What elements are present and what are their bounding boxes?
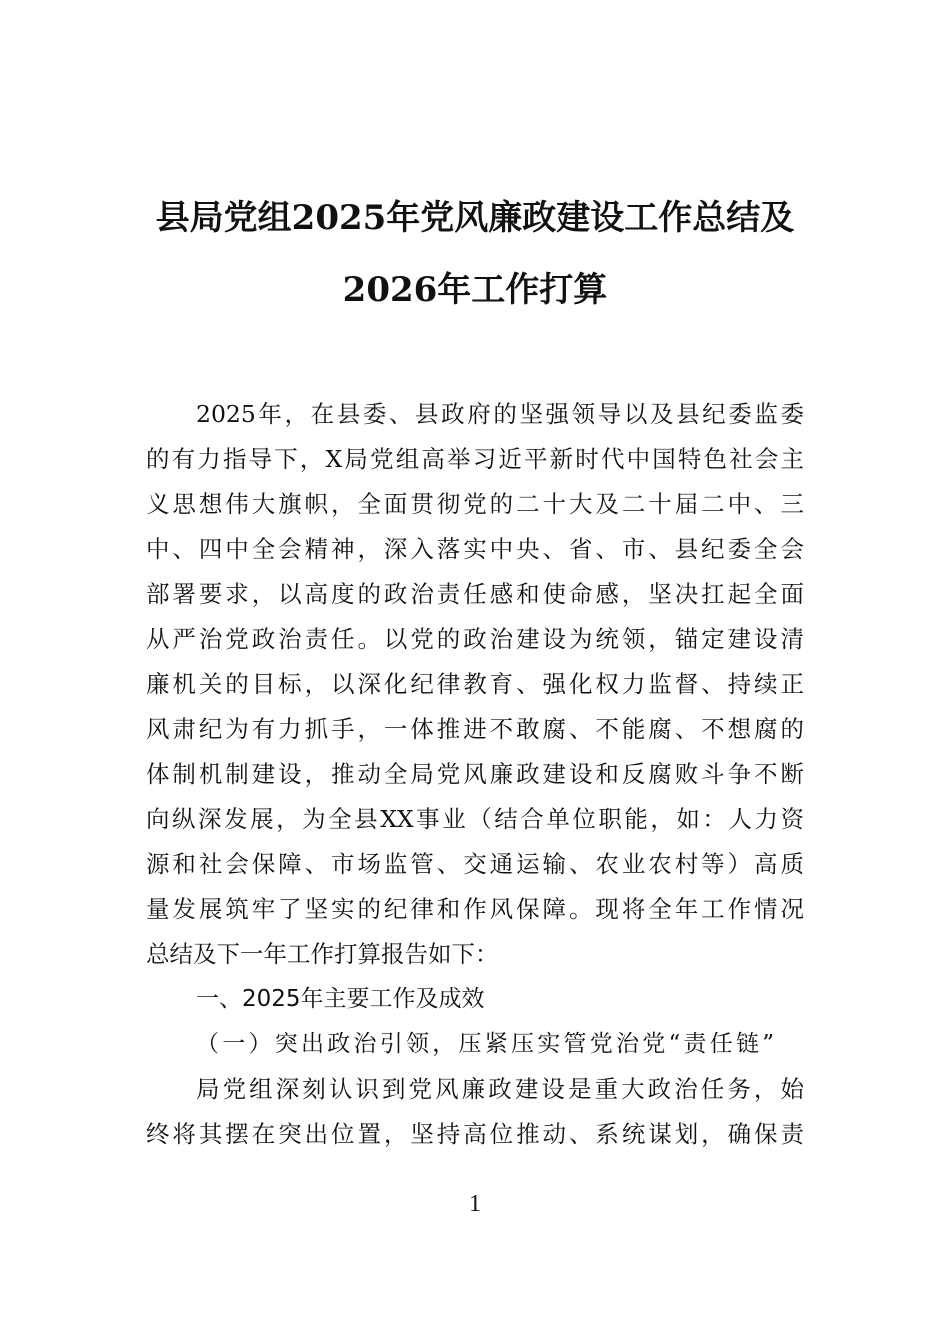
paragraph-line: 向纵深发展，为全县XX事业（结合单位职能，如：人力资 <box>146 805 804 833</box>
section-heading: 一、2025年主要工作及成效 <box>196 986 485 1012</box>
paragraph-line: 量发展筑牢了坚实的纪律和作风保障。现将全年工作情况 <box>146 895 804 923</box>
paragraph-line: 风肃纪为有力抓手，一体推进不敢腐、不能腐、不想腐的 <box>146 715 804 743</box>
paragraph-line: 2025年，在县委、县政府的坚强领导以及县纪委监委 <box>196 400 804 428</box>
paragraph-line: 体制机制建设，推动全局党风廉政建设和反腐败斗争不断 <box>146 760 804 788</box>
paragraph-line: 总结及下一年工作打算报告如下： <box>146 940 499 968</box>
paragraph-line: 廉机关的目标，以深化纪律教育、强化权力监督、持续正 <box>146 670 804 698</box>
paragraph-line: 义思想伟大旗帜，全面贯彻党的二十大及二十届二中、三 <box>146 490 804 518</box>
paragraph-line: 部署要求，以高度的政治责任感和使命感，坚决扛起全面 <box>146 580 804 608</box>
document-title-line-1: 县局党组2025年党风廉政建设工作总结及 <box>155 198 795 238</box>
document-title-line-2: 2026年工作打算 <box>342 270 608 310</box>
paragraph-line: 中、四中全会精神，深入落实中央、省、市、县纪委全会 <box>146 535 804 563</box>
paragraph-line: 局党组深刻认识到党风廉政建设是重大政治任务，始 <box>196 1075 804 1103</box>
page-number: 1 <box>469 1191 481 1217</box>
paragraph-line: 终将其摆在突出位置，坚持高位推动、系统谋划，确保责 <box>146 1120 804 1148</box>
subsection-heading: （一）突出政治引领，压紧压实管党治党“责任链” <box>196 1031 774 1057</box>
paragraph-line: 从严治党政治责任。以党的政治建设为统领，锚定建设清 <box>146 625 804 653</box>
paragraph-line: 源和社会保障、市场监管、交通运输、农业农村等）高质 <box>146 850 804 878</box>
paragraph-line: 的有力指导下，X局党组高举习近平新时代中国特色社会主 <box>146 445 804 473</box>
